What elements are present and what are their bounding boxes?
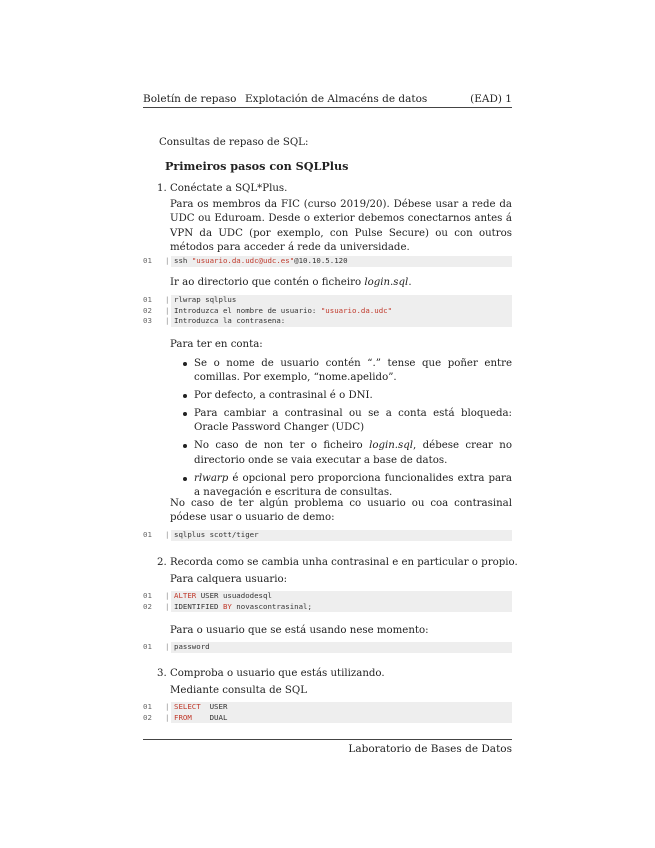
item2-para1: Para calquera usuario:: [170, 574, 288, 585]
code-line: 01 | SELECT USER: [143, 702, 512, 713]
item1-title: Conéctate a SQL*Plus.: [170, 183, 288, 194]
item1-number: 1.: [157, 183, 167, 194]
ter-en-conta: Para ter en conta:: [170, 339, 263, 350]
item1-paragraph: Para os membros da FIC (curso 2019/20). Débese usar a rede da UDC ou Eduroam. Desde o exterior debemos conectarnos antes á VPN da UDC (por exemplo, con Pulse Secure) ou con outros métodos para acceder á rede da universidade.: [170, 199, 512, 254]
code-text: ssh "usuario.da.udc@udc.es"@10.10.5.120: [171, 256, 512, 267]
code-line: 01 | ALTER USER usuadodesql: [143, 591, 512, 602]
list-item: Por defecto, a contrasinal é o DNI.: [182, 389, 512, 403]
footer-rule: [143, 739, 512, 740]
bullet-list: [182, 357, 512, 504]
item2-number: 2.: [157, 557, 167, 568]
item2-para2: Para o usuario que se está usando nese momento:: [170, 625, 429, 636]
header-rule: [143, 107, 512, 108]
code-line: 01 | rlwrap sqlplus: [143, 295, 512, 306]
code-line: 01 | sqlplus scott/tiger: [143, 530, 512, 541]
list-item: No caso de non ter o ficheiro login.sql, débese crear no directorio onde se vaia executar a base de datos.: [182, 439, 512, 467]
code-block-ssh: [143, 256, 512, 267]
page-header: [143, 93, 512, 107]
code-block-select: [143, 702, 512, 723]
list-item: rlwarp é opcional pero proporciona funcionalides extra para a navegación e escritura de consultas.: [182, 472, 512, 500]
list-item: Para cambiar a contrasinal ou se a conta está bloqueda: Oracle Password Changer (UDC): [182, 407, 512, 435]
item2-title: Recorda como se cambia unha contrasinal e en particular o propio.: [170, 557, 518, 568]
code-line: 01 | ssh "usuario.da.udc@udc.es"@10.10.5.120: [143, 256, 512, 267]
code-line: 02 | FROM DUAL: [143, 713, 512, 724]
code-block-alter: [143, 591, 512, 612]
header-center: Explotación de Almacéns de datos: [245, 93, 428, 105]
intro-text: Consultas de repaso de SQL:: [159, 137, 309, 148]
item3-number: 3.: [157, 668, 167, 679]
item3-para: Mediante consulta de SQL: [170, 685, 307, 696]
header-right: (EAD) 1: [470, 93, 512, 105]
code-line: 02 | IDENTIFIED BY novascontrasinal;: [143, 602, 512, 613]
demo-paragraph: No caso de ter algún problema co usuario ou coa contrasinal pódese usar o usuario de demo:: [170, 498, 512, 524]
code-block-sqlplus: [143, 295, 512, 327]
code-block-demo: [143, 530, 512, 541]
line-number: 01: [143, 256, 152, 265]
item3-title: Comproba o usuario que estás utilizando.: [170, 668, 385, 679]
code-line: 03 | Introduzca la contrasena:: [143, 316, 512, 327]
list-item: Se o nome de usuario contén “.” tense que poñer entre comillas. Por exemplo, “nome.apelido”.: [182, 357, 512, 385]
code-line: 01 | password: [143, 642, 512, 653]
section-title: Primeiros pasos con SQLPlus: [165, 159, 349, 173]
code-line: 02 | Introduzca el nombre de usuario: "usuario.da.udc": [143, 306, 512, 317]
page-footer: Laboratorio de Bases de Datos: [348, 743, 512, 755]
dir-paragraph: Ir ao directorio que contén o ficheiro login.sql.: [170, 277, 412, 288]
header-left: Boletín de repaso: [143, 93, 237, 105]
code-block-password: [143, 642, 512, 653]
